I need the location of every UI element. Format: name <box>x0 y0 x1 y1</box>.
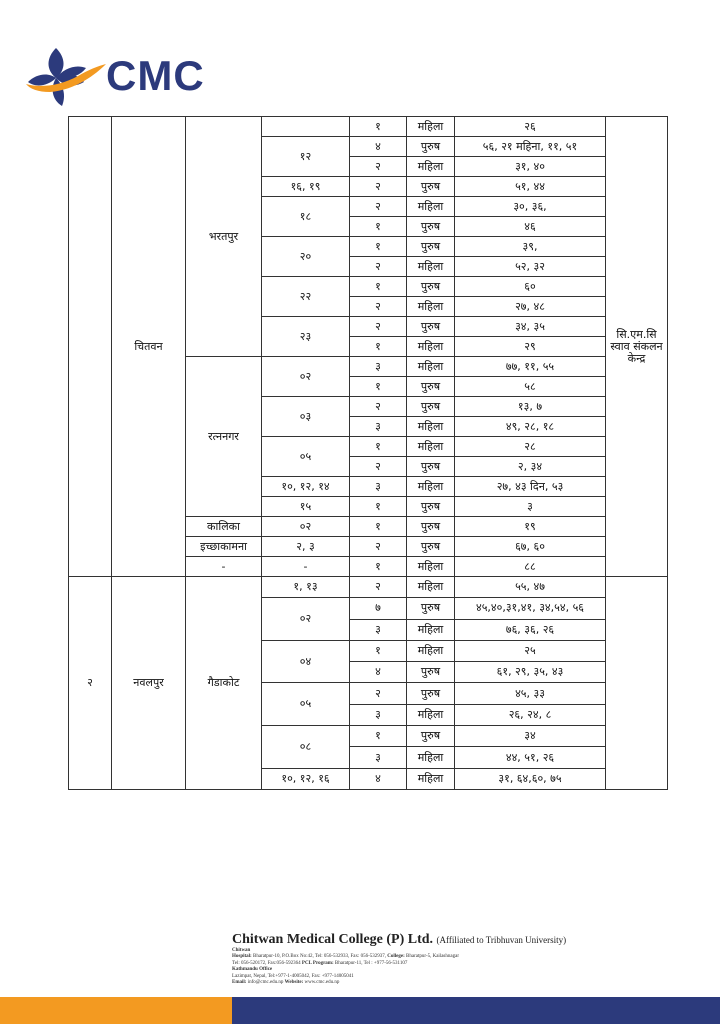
gender-cell: महिला <box>407 619 455 640</box>
gender-cell: पुरुष <box>407 726 455 747</box>
company-name: Chitwan Medical College (P) Ltd. (Affiliated to Tribhuvan University) <box>232 932 567 947</box>
municipality-cell: इच्छाकामना <box>186 537 262 557</box>
age-cell: २६, २४, ८ <box>455 704 606 725</box>
gender-cell: पुरुष <box>407 662 455 683</box>
age-cell: ३४ <box>455 726 606 747</box>
age-cell: ८८ <box>455 557 606 577</box>
age-cell: ७६, ३६, २६ <box>455 619 606 640</box>
count-cell: २ <box>350 537 407 557</box>
footer-tel-line: Tel: 056-520172, Fax:056-592364 PCL Program: Bharatpur-11, Tel : +977-56-531107 <box>232 960 408 966</box>
ward-cell: ०३ <box>262 397 350 437</box>
gender-cell: महिला <box>407 337 455 357</box>
age-cell: ३९, <box>455 237 606 257</box>
gender-cell: महिला <box>407 768 455 789</box>
age-cell: ३०, ३६, <box>455 197 606 217</box>
ward-cell: १०, १२, १६ <box>262 768 350 789</box>
municipality-cell: गैडाकोट <box>186 577 262 790</box>
ward-cell: १२ <box>262 137 350 177</box>
age-cell: २५ <box>455 640 606 661</box>
municipality-cell: कालिका <box>186 517 262 537</box>
ward-cell <box>262 117 350 137</box>
ward-cell: १५ <box>262 497 350 517</box>
age-cell: ६० <box>455 277 606 297</box>
ward-cell: २० <box>262 237 350 277</box>
age-cell: २८ <box>455 437 606 457</box>
gender-cell: पुरुष <box>407 217 455 237</box>
age-cell: ३१, ४० <box>455 157 606 177</box>
count-cell: २ <box>350 397 407 417</box>
footer-kathmandu-line: Lazimpat, Nepal, Tel:+977-1-4005042, Fax: +977-14005041 <box>232 973 354 979</box>
gender-cell: महिला <box>407 417 455 437</box>
ward-cell: १०, १२, १४ <box>262 477 350 497</box>
age-cell: ४४, ५१, २६ <box>455 747 606 768</box>
count-cell: ७ <box>350 598 407 619</box>
table-row <box>69 117 668 137</box>
table-row <box>69 577 668 598</box>
count-cell: १ <box>350 557 407 577</box>
footer-bar-blue <box>232 997 720 1024</box>
count-cell: २ <box>350 297 407 317</box>
footer-kathmandu-label: Kathmandu Office <box>232 967 273 973</box>
gender-cell: पुरुष <box>407 137 455 157</box>
age-cell: १३, ७ <box>455 397 606 417</box>
gender-cell: महिला <box>407 747 455 768</box>
count-cell: १ <box>350 726 407 747</box>
age-cell: ४५,४०,३१,४१, ३४,५४, ५६ <box>455 598 606 619</box>
gender-cell: महिला <box>407 157 455 177</box>
age-cell: ४५, ३३ <box>455 683 606 704</box>
footer-hospital-line: Hospital: Bharatpur-10, P.O.Box No:42, Tel: 056-532933, Fax: 056-532937, College: Bharatpur-5, Kailashnagar <box>232 954 459 960</box>
gender-cell: महिला <box>407 197 455 217</box>
municipality-cell: रत्ननगर <box>186 357 262 517</box>
gender-cell: पुरुष <box>407 277 455 297</box>
count-cell: २ <box>350 317 407 337</box>
count-cell: ३ <box>350 417 407 437</box>
gender-cell: पुरुष <box>407 177 455 197</box>
gender-cell: महिला <box>407 117 455 137</box>
gender-cell: महिला <box>407 357 455 377</box>
age-cell: ५१, ४४ <box>455 177 606 197</box>
age-cell: ४९, २८, १८ <box>455 417 606 437</box>
age-cell: ३१, ६४,६०, ७५ <box>455 768 606 789</box>
case-table <box>68 116 668 790</box>
count-cell: २ <box>350 177 407 197</box>
remark-cell-2 <box>606 577 668 790</box>
gender-cell: पुरुष <box>407 397 455 417</box>
gender-cell: पुरुष <box>407 683 455 704</box>
serial-cell: २ <box>69 577 112 790</box>
count-cell: २ <box>350 683 407 704</box>
count-cell: १ <box>350 640 407 661</box>
count-cell: १ <box>350 437 407 457</box>
ward-cell: १६, १९ <box>262 177 350 197</box>
gender-cell: महिला <box>407 437 455 457</box>
gender-cell: पुरुष <box>407 317 455 337</box>
age-cell: २, ३४ <box>455 457 606 477</box>
age-cell: ५२, ३२ <box>455 257 606 277</box>
ward-cell: ०२ <box>262 517 350 537</box>
gender-cell: महिला <box>407 640 455 661</box>
count-cell: १ <box>350 277 407 297</box>
website-link[interactable]: www.cmc.edu.np <box>304 980 340 986</box>
affiliation: (Affiliated to Tribhuvan University) <box>436 935 567 945</box>
count-cell: ४ <box>350 137 407 157</box>
gender-cell: पुरुष <box>407 457 455 477</box>
municipality-cell: - <box>186 557 262 577</box>
ward-cell: १८ <box>262 197 350 237</box>
age-cell: ६१, २९, ३५, ४३ <box>455 662 606 683</box>
gender-cell: महिला <box>407 257 455 277</box>
age-cell: ३ <box>455 497 606 517</box>
age-cell: ७७, ११, ५५ <box>455 357 606 377</box>
count-cell: २ <box>350 457 407 477</box>
count-cell: १ <box>350 517 407 537</box>
count-cell: १ <box>350 217 407 237</box>
gender-cell: पुरुष <box>407 598 455 619</box>
ward-cell: ०२ <box>262 357 350 397</box>
count-cell: १ <box>350 337 407 357</box>
count-cell: १ <box>350 377 407 397</box>
municipality-cell: भरतपुर <box>186 117 262 357</box>
footer <box>232 932 672 986</box>
count-cell: २ <box>350 157 407 177</box>
ward-cell: ०५ <box>262 683 350 726</box>
district-cell: चितवन <box>112 117 186 577</box>
count-cell: ३ <box>350 704 407 725</box>
age-cell: ५८ <box>455 377 606 397</box>
gender-cell: पुरुष <box>407 537 455 557</box>
gender-cell: महिला <box>407 297 455 317</box>
count-cell: १ <box>350 497 407 517</box>
age-cell: १९ <box>455 517 606 537</box>
gender-cell: महिला <box>407 704 455 725</box>
email-link[interactable]: info@cmc.edu.np <box>247 980 284 986</box>
count-cell: २ <box>350 257 407 277</box>
footer-bar-orange <box>0 997 232 1024</box>
gender-cell: महिला <box>407 557 455 577</box>
age-cell: २७, ४८ <box>455 297 606 317</box>
ward-cell: ०४ <box>262 640 350 683</box>
age-cell: ५५, ४७ <box>455 577 606 598</box>
ward-cell: ०८ <box>262 726 350 769</box>
ward-cell: १, १३ <box>262 577 350 598</box>
count-cell: ३ <box>350 619 407 640</box>
age-cell: २७, ४३ दिन, ५३ <box>455 477 606 497</box>
count-cell: १ <box>350 237 407 257</box>
footer-chitwan-label: Chitwan <box>232 948 251 953</box>
ward-cell: - <box>262 557 350 577</box>
ward-cell: २३ <box>262 317 350 357</box>
age-cell: ६७, ६० <box>455 537 606 557</box>
count-cell: २ <box>350 577 407 598</box>
count-cell: २ <box>350 197 407 217</box>
age-cell: २९ <box>455 337 606 357</box>
remark-cell: सि.एम.सि स्वाव संकलन केन्द्र <box>606 117 668 577</box>
district-cell: नवलपुर <box>112 577 186 790</box>
ward-cell: ०५ <box>262 437 350 477</box>
ward-cell: ०२ <box>262 598 350 641</box>
serial-cell <box>69 117 112 577</box>
gender-cell: पुरुष <box>407 237 455 257</box>
gender-cell: पुरुष <box>407 517 455 537</box>
count-cell: १ <box>350 117 407 137</box>
age-cell: २६ <box>455 117 606 137</box>
ward-cell: २, ३ <box>262 537 350 557</box>
gender-cell: महिला <box>407 577 455 598</box>
ward-cell: २२ <box>262 277 350 317</box>
gender-cell: पुरुष <box>407 497 455 517</box>
footer-email-line: Email: info@cmc.edu.np Website: www.cmc.edu.np <box>232 980 340 986</box>
gender-cell: महिला <box>407 477 455 497</box>
count-cell: ४ <box>350 662 407 683</box>
logo-text: CMC <box>106 52 205 99</box>
count-cell: ३ <box>350 477 407 497</box>
count-cell: ३ <box>350 357 407 377</box>
count-cell: ४ <box>350 768 407 789</box>
age-cell: ४६ <box>455 217 606 237</box>
count-cell: ३ <box>350 747 407 768</box>
age-cell: ५६, २१ महिना, ११, ५१ <box>455 137 606 157</box>
age-cell: ३४, ३५ <box>455 317 606 337</box>
gender-cell: पुरुष <box>407 377 455 397</box>
